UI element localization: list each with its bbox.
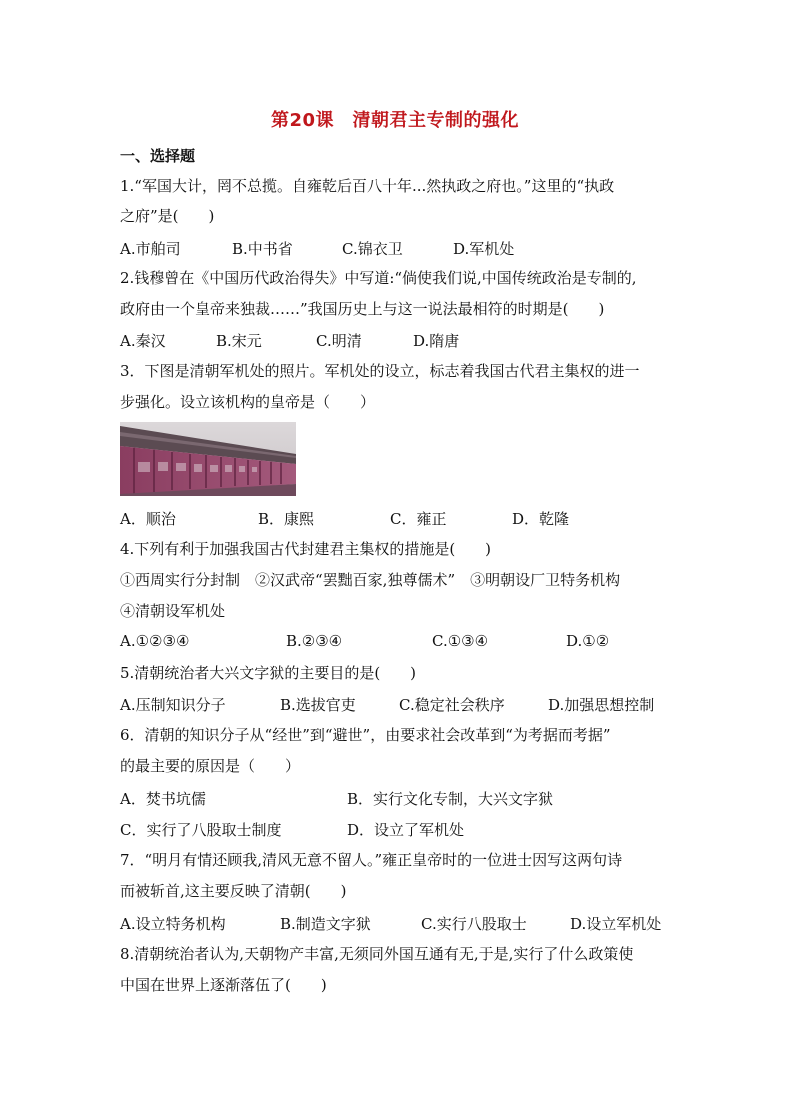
question-6-option-d: D．设立了军机处 [347, 821, 465, 839]
question-4-option-b: B.②③④ [286, 632, 343, 650]
question-6-option-b: B．实行文化专制，大兴文字狱 [347, 790, 554, 808]
question-6-option-a: A．焚书坑儒 [120, 790, 206, 808]
question-2-option-c: C.明清 [316, 332, 362, 350]
question-5-option-b: B.选拔官吏 [280, 696, 356, 714]
question-7-option-d: D.设立军机处 [570, 915, 662, 933]
question-3-option-d: D．乾隆 [512, 510, 570, 528]
question-7-line-2: 而被斩首,这主要反映了清朝( ) [120, 882, 347, 900]
question-2-option-b: B.宋元 [216, 332, 262, 350]
question-6-line-1: 6．清朝的知识分子从“经世”到“避世”，由要求社会改革到“为考据而考据” [120, 726, 611, 744]
section-heading: 一、选择题 [120, 147, 196, 165]
question-4-option-a: A.①②③④ [120, 632, 190, 650]
question-2-line-2: 政府由一个皇帝来独裁……”我国历史上与这一说法最相符的时期是( ) [120, 300, 605, 318]
question-2-option-a: A.秦汉 [120, 332, 166, 350]
grand-council-photo [120, 422, 296, 496]
question-4-line-1: 4.下列有利于加强我国古代封建君主集权的措施是( ) [120, 540, 492, 558]
question-3-line-1: 3．下图是清朝军机处的照片。军机处的设立，标志着我国古代君主集权的进一 [120, 362, 640, 380]
question-4-line-2: ①西周实行分封制 ②汉武帝“罢黜百家,独尊儒术” ③明朝设厂卫特务机构 [120, 571, 621, 589]
question-1-line-1: 1.“军国大计，罔不总揽。自雍乾后百八十年...然执政之府也。”这里的“执政 [120, 177, 615, 195]
question-2-line-1: 2.钱穆曾在《中国历代政治得失》中写道:“倘使我们说,中国传统政治是专制的, [120, 269, 637, 287]
grand-council-building-image [120, 422, 296, 496]
question-1-option-d: D.军机处 [453, 240, 515, 258]
question-4-line-3: ④清朝设军机处 [120, 602, 226, 620]
question-5-option-c: C.稳定社会秩序 [399, 696, 505, 714]
question-3-option-c: C．雍正 [390, 510, 447, 528]
question-5-option-a: A.压制知识分子 [120, 696, 226, 714]
question-1-line-2: 之府”是( ) [120, 207, 215, 225]
page-title: 第20课 清朝君主专制的强化 [270, 110, 520, 131]
question-8-line-2: 中国在世界上逐渐落伍了( ) [120, 976, 327, 994]
question-5-line-1: 5.清朝统治者大兴文字狱的主要目的是( ) [120, 664, 417, 682]
question-7-line-1: 7．“明月有情还顾我,清风无意不留人。”雍正皇帝时的一位进士因写这两句诗 [120, 851, 623, 869]
question-5-option-d: D.加强思想控制 [548, 696, 655, 714]
question-2-option-d: D.隋唐 [413, 332, 460, 350]
question-6-line-2: 的最主要的原因是（ ） [120, 757, 301, 775]
question-3-line-2: 步强化。设立该机构的皇帝是（ ） [120, 393, 376, 411]
question-3-option-a: A．顺治 [120, 510, 176, 528]
question-4-option-c: C.①③④ [432, 632, 489, 650]
question-1-option-a: A.市舶司 [120, 240, 181, 258]
question-7-option-a: A.设立特务机构 [120, 915, 226, 933]
question-1-option-c: C.锦衣卫 [342, 240, 403, 258]
question-1-option-b: B.中书省 [232, 240, 293, 258]
question-3-option-b: B．康熙 [258, 510, 315, 528]
question-4-option-d: D.①② [566, 632, 610, 650]
question-6-option-c: C．实行了八股取士制度 [120, 821, 282, 839]
question-7-option-b: B.制造文字狱 [280, 915, 371, 933]
question-8-line-1: 8.清朝统治者认为,天朝物产丰富,无须同外国互通有无,于是,实行了什么政策使 [120, 945, 634, 963]
question-7-option-c: C.实行八股取士 [421, 915, 527, 933]
